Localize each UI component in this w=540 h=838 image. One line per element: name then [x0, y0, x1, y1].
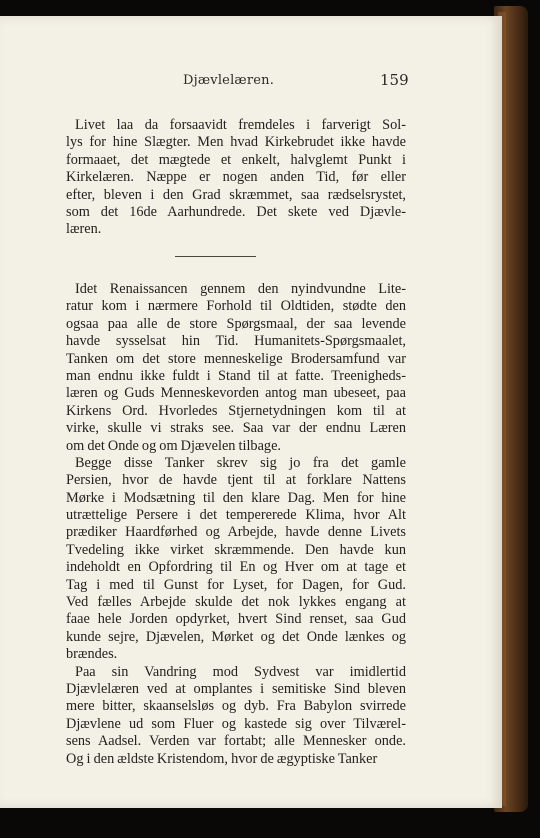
- text-line: Ved fælles Arbejde skulde det nok lykkes engang at: [66, 594, 406, 611]
- text-line: ratur kom i nærmere Forhold til Oldtiden, stødte den: [66, 298, 406, 315]
- text-line: efter, bleven i den Grad skræmmet, saa rædselsrystet,: [66, 186, 406, 203]
- paragraph: [66, 455, 406, 664]
- text-line: sens Aadsel. Verden var fortabt; alle Mennesker onde.: [66, 733, 406, 750]
- text-line: som det 16de Aarhundrede. Det skete ved Djævle-: [66, 203, 406, 220]
- text-line: Kirkelæren. Næppe er nogen anden Tid, før eller: [66, 169, 406, 186]
- text-line: kunde sejre, Djævelen, Mørket og det Onde lænkes og: [66, 628, 406, 645]
- paragraph: [66, 664, 406, 768]
- text-line: Persien, hvor de havde tjent til at forklare Nattens: [66, 472, 406, 489]
- text-line: Begge disse Tanker skrev sig jo fra det gamle: [75, 454, 406, 471]
- text-line: formaaet, det mægtede et enkelt, halvglemt Punkt i: [66, 151, 406, 168]
- text-line: læren og Guds Menneskevorden antog man ubeseet, paa: [66, 385, 406, 402]
- text-line: havde sysselsat hin Tid. Humanitets-Spørgsmaalet,: [66, 333, 406, 350]
- text-line: om det Onde og om Djævelen tilbage.: [66, 437, 281, 454]
- text-line: prædiker Haardførhed og Arbejde, havde denne Livets: [66, 524, 406, 541]
- text-line: Tag i med til Gunst for Lyset, for Dagen, for Gud.: [66, 576, 406, 593]
- text-line: man endnu ikke fuldt i Stand til at fatte. Treenigheds-: [66, 367, 406, 384]
- text-line: faae hele Jorden opdyrket, hvert Sind renset, saa Gud: [66, 611, 406, 628]
- text-line: indeholdt en Opfordring til En og Hver om at tage et: [66, 559, 406, 576]
- text-line: utrættelige Persere i det tempererede Klima, hvor Alt: [66, 507, 406, 524]
- text-line: læren.: [66, 221, 102, 238]
- paragraph: [66, 117, 406, 239]
- text-line: Tanken om det store menneskelige Brodersamfund var: [66, 350, 406, 367]
- page: [0, 16, 502, 808]
- text-line: virke, skulle vi straks see. Saa var der endnu Læren: [66, 420, 406, 437]
- page-header: [0, 73, 502, 95]
- text-line: Kirkens Ord. Hvorledes Stjernetydningen kom til at: [66, 402, 406, 419]
- text-line: Djævlelæren ved at omplantes i semitiske Sind bleven: [66, 680, 406, 697]
- page-number: 159: [380, 71, 409, 89]
- section-divider: [175, 256, 256, 257]
- text-line: brændes.: [66, 646, 118, 663]
- text-line: mere bitter, skaanselsløs og dyb. Fra Babylon svirrede: [66, 698, 406, 715]
- text-line: Tvedeling ikke virket skræmmende. Den havde kun: [66, 541, 406, 558]
- text-line: Idet Renaissancen gennem den nyindvundne Lite-: [75, 281, 406, 297]
- running-title: Djævlelæren.: [183, 73, 275, 88]
- paragraph: [66, 281, 406, 455]
- text-line: ogsaa paa alle de store Spørgsmaal, der saa levende: [66, 315, 406, 332]
- text-line: Djævlene ud som Fluer og kastede sig over Tilværel-: [66, 715, 406, 732]
- text-line: lys for hine Slægter. Men hvad Kirkebrudet ikke havde: [66, 134, 406, 151]
- text-line: Mørke i Modsætning til den klare Dag. Men for hine: [66, 489, 406, 506]
- text-line: Og i den ældste Kristendom, hvor de ægyptiske Tanker: [66, 750, 378, 767]
- text-line: Livet laa da forsaavidt fremdeles i farverigt Sol-: [75, 117, 406, 133]
- text-block-bottom: [66, 281, 406, 768]
- text-block-top: [66, 117, 406, 239]
- text-line: Paa sin Vandring mod Sydvest var imidlertid: [75, 663, 406, 680]
